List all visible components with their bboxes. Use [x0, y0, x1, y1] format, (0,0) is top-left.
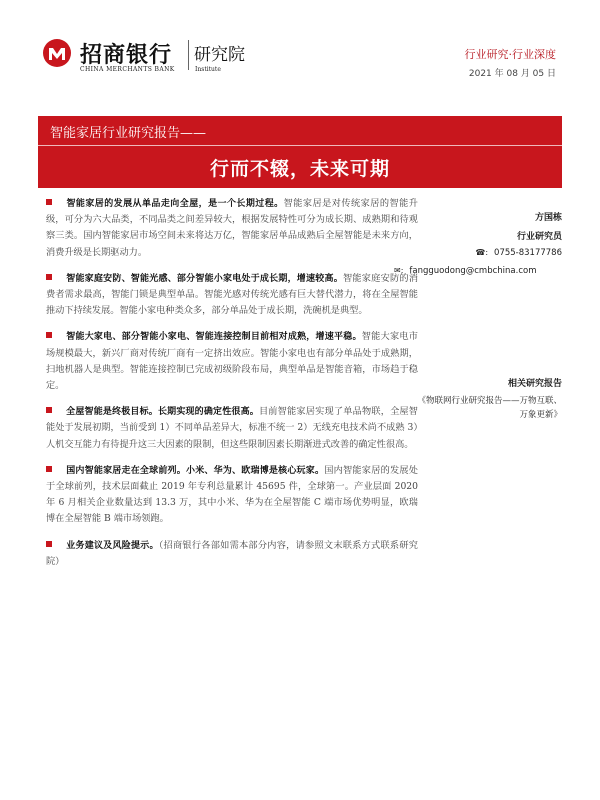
- summary-paragraph: [46, 271, 418, 320]
- paragraph-body: 目前智能家居实现了单品物联，全屋智能处于发展初期，当前受到 1）不同单品差异大，标准不统一 2）无线充电技术尚不成熟 3）人机交互能力有待提升这三大因素的限制，但这些限制因素长期渐进式改善的确定性很高。: [46, 406, 418, 450]
- bullet-square-icon: [46, 466, 52, 472]
- bullet-square-icon: [46, 199, 52, 205]
- bullet-square-icon: [46, 541, 52, 547]
- mail-icon: ✉:: [394, 266, 404, 275]
- summary-body: [46, 196, 418, 580]
- author-phone: [475, 248, 562, 258]
- paragraph-body: （招商银行各部如需本部分内容，请参照文末联系方式联系研究院）: [46, 539, 418, 567]
- email-address[interactable]: fangguodong@cmbchina.com: [409, 266, 537, 276]
- title-banner: [38, 116, 562, 188]
- report-type: 行业研究·行业深度: [464, 48, 556, 61]
- summary-paragraph: [46, 404, 418, 453]
- related-report-link[interactable]: 《物联网行业研究报告——万物互联、万象更新》: [417, 396, 562, 420]
- author-title: 行业研究员: [516, 232, 562, 242]
- logo-text-en: CHINA MERCHANTS BANK: [80, 66, 175, 73]
- institute-name-cn: 研究院: [194, 45, 245, 65]
- cmb-logo-icon: [42, 38, 72, 68]
- bullet-square-icon: [46, 274, 52, 280]
- author-name: 方国栋: [534, 213, 562, 223]
- logo-divider: [188, 40, 189, 70]
- summary-paragraph: [46, 329, 418, 394]
- report-subtitle: 智能家居行业研究报告——: [50, 126, 207, 141]
- related-reports-label: 相关研究报告: [507, 379, 562, 389]
- report-title: 行而不辍，未来可期: [209, 158, 390, 180]
- title-divider: [38, 145, 562, 146]
- page-header: [0, 0, 600, 90]
- bullet-square-icon: [46, 407, 52, 413]
- phone-icon: ☎:: [475, 248, 489, 257]
- paragraph-body: 智能家居是对传统家居的智能升级，可分为六大品类，不同品类之间差异较大，根据发展特性可分为成长期、成熟期和待观察三类。国内智能家居市场空间未来将达万亿，智能家居单品成熟后全屋智能是未来方向，消费升级是长期驱动力。: [46, 198, 418, 258]
- paragraph-lead: 国内智能家居走在全球前列。小米、华为、欧瑞博是核心玩家。: [66, 465, 325, 476]
- bullet-square-icon: [46, 332, 52, 338]
- summary-paragraph: [46, 463, 418, 528]
- paragraph-lead: 全屋智能是终极目标。长期实现的确定性很高。: [66, 407, 259, 418]
- phone-number: 0755-83177786: [494, 248, 562, 258]
- logo-text-cn: 招商银行: [80, 43, 173, 68]
- paragraph-lead: 智能大家电、部分智能小家电、智能连接控制目前相对成熟，增速平稳。: [66, 332, 362, 343]
- paragraph-body: 智能家庭安防的消费者需求最高，智能门锁是典型单品。智能光感对传统光感有巨大替代潜力，将在全屋智能推动下持续发展。智能小家电种类众多，部分单品处于成长期，洗碗机是典型。: [46, 272, 419, 317]
- report-date: 2021 年 08 月 05 日: [468, 69, 556, 79]
- paragraph-body: 智能大家电市场规模最大，新兴厂商对传统厂商有一定挤出效应。智能小家电也有部分单品处于成熟期，扫地机器人是典型。智能连接控制已完成初级阶段布局，典型单品是智能音箱，市场趋于稳定。: [46, 331, 418, 392]
- institute-name-en: Institute: [195, 66, 221, 73]
- paragraph-lead: 智能家庭安防、智能光感、部分智能小家电处于成长期，增速较高。: [66, 273, 343, 284]
- summary-paragraph: [46, 538, 418, 570]
- summary-paragraph: [46, 196, 418, 261]
- paragraph-lead: 业务建议及风险提示。: [66, 540, 159, 551]
- paragraph-body: 国内智能家居的发展处于全球前列，技术层面截止 2019 年专利总量累计 45695 件，全球第一。产业层面 2020 年 6 月相关企业数量达到 13.3 万，其中小米、华为在全屋智能 C 端市场优势明显，欧瑞博在全屋智能 B 端市场领跑。: [46, 464, 418, 525]
- author-email: [394, 266, 564, 276]
- paragraph-lead: 智能家居的发展从单品走向全屋，是一个长期过程。: [66, 199, 284, 209]
